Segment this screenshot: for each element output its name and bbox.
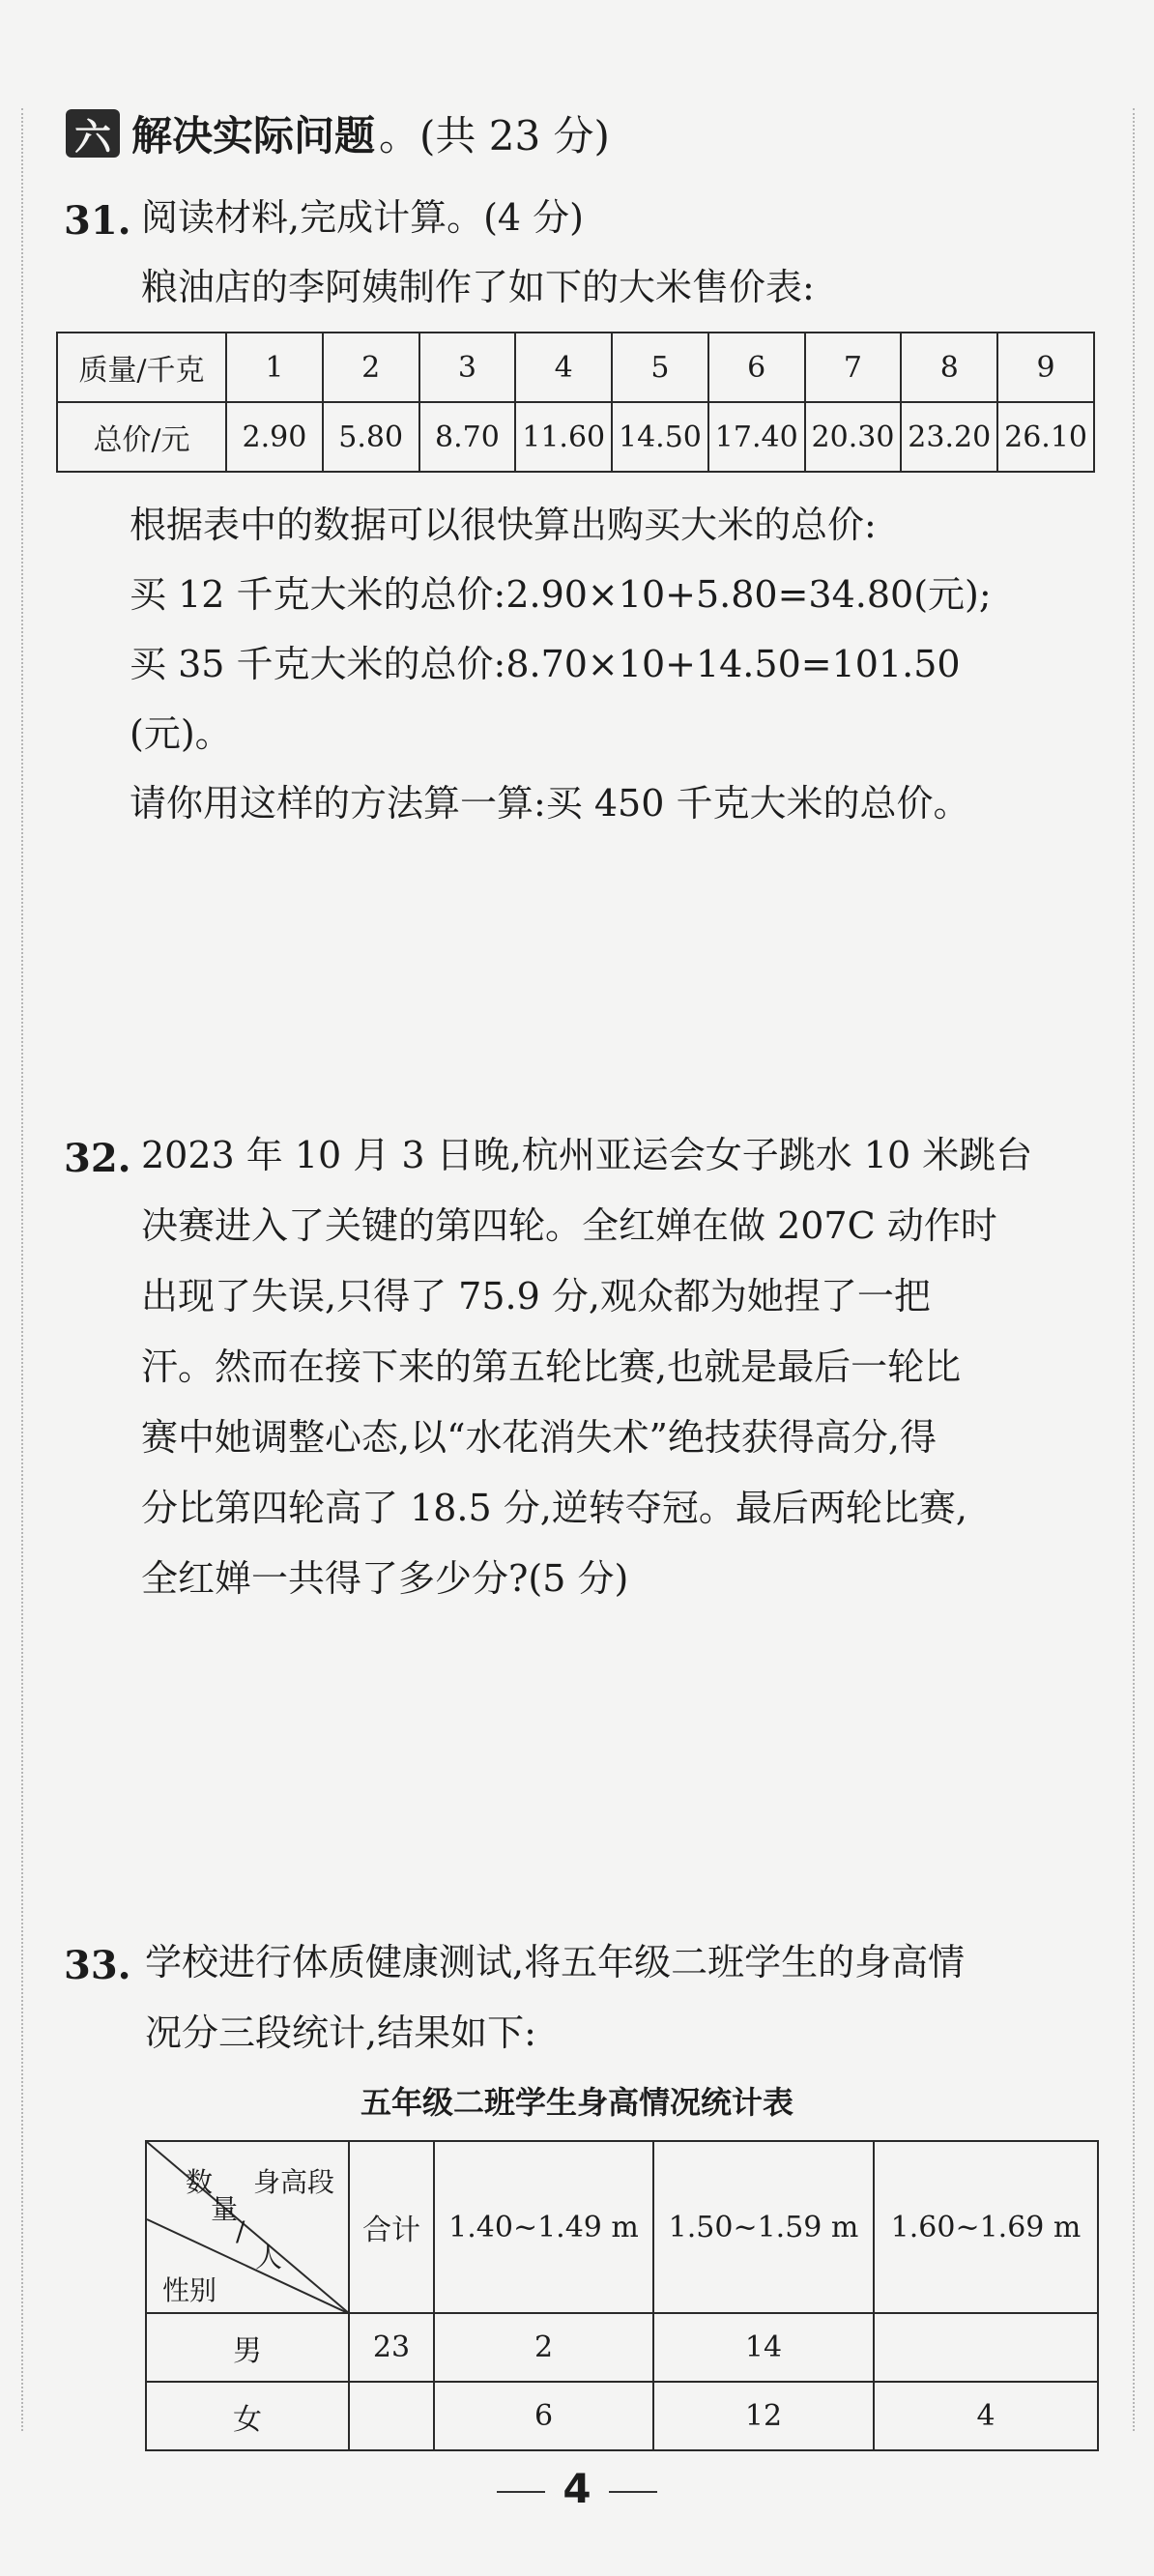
question-31-line: 根据表中的数据可以很快算出购买大米的总价: [130, 504, 877, 546]
table-cell: 8.70 [419, 402, 516, 472]
height-table-title: 五年级二班学生身高情况统计表 [360, 2084, 793, 2121]
table-cell: 7 [805, 333, 902, 402]
corner-label-quantity-1: 数 [186, 2166, 214, 2198]
question-32-line: 2023 年 10 月 3 日晚,杭州亚运会女子跳水 10 米跳台 [141, 1134, 1033, 1176]
question-31-line: 买 35 千克大米的总价:8.70×10+14.50=101.50 [130, 643, 961, 685]
question-31-prompt: 阅读材料,完成计算。(4 分) [141, 196, 584, 239]
column-header-range: 1.50~1.59 m [653, 2141, 874, 2313]
corner-label-height-range: 身高段 [253, 2166, 335, 2198]
column-header-range: 1.40~1.49 m [434, 2141, 653, 2313]
question-31-line: 买 12 千克大米的总价:2.90×10+5.80=34.80(元); [130, 573, 992, 616]
page-number: 4 [563, 2465, 591, 2512]
table-cell: 6 [708, 333, 805, 402]
column-header-range: 1.60~1.69 m [874, 2141, 1098, 2313]
table-cell: 4 [874, 2382, 1098, 2450]
table-cell: 5.80 [323, 402, 419, 472]
table-cell: 14 [653, 2313, 874, 2382]
rice-price-table [56, 332, 1095, 473]
table-cell: 12 [653, 2382, 874, 2450]
corner-label-gender: 性别 [162, 2274, 217, 2306]
question-33-line: 学校进行体质健康测试,将五年级二班学生的身高情 [145, 1941, 966, 1983]
section-header [66, 104, 610, 162]
height-statistics-table [145, 2140, 1099, 2451]
table-cell: 9 [997, 333, 1094, 402]
table-cell: 4 [515, 333, 612, 402]
footer-dash-left [497, 2491, 545, 2493]
table-row [57, 333, 1094, 402]
table-cell: 14.50 [612, 402, 708, 472]
column-header-total: 合计 [349, 2141, 434, 2313]
corner-label-slash: / [236, 2215, 245, 2247]
table-cell: 2 [434, 2313, 653, 2382]
table-cell: 2 [323, 333, 419, 402]
question-33-number: 33. [64, 1943, 131, 1988]
question-32-line: 全红婵一共得了多少分?(5 分) [141, 1557, 629, 1600]
table-cell [349, 2382, 434, 2450]
row-label-girls: 女 [146, 2382, 349, 2450]
table-cell [874, 2313, 1098, 2382]
weight-row-header: 质量/千克 [57, 333, 226, 402]
section-title: 解决实际问题 [131, 112, 376, 159]
table-cell: 2.90 [226, 402, 323, 472]
table-cell: 26.10 [997, 402, 1094, 472]
footer-dash-right [609, 2491, 657, 2493]
question-33-line: 况分三段统计,结果如下: [145, 2012, 536, 2054]
table-cell: 6 [434, 2382, 653, 2450]
table-cell: 20.30 [805, 402, 902, 472]
table-cell: 23 [349, 2313, 434, 2382]
section-score: 。(共 23 分) [379, 112, 610, 159]
table-cell: 5 [612, 333, 708, 402]
table-header-row [146, 2141, 1098, 2313]
table-cell: 3 [419, 333, 516, 402]
page-number-footer [0, 2465, 1154, 2512]
table-cell: 17.40 [708, 402, 805, 472]
table-row [57, 402, 1094, 472]
price-row-header: 总价/元 [57, 402, 226, 472]
table-row-boys [146, 2313, 1098, 2382]
table-row-girls [146, 2382, 1098, 2450]
question-32-line: 出现了失误,只得了 75.9 分,观众都为她捏了一把 [141, 1275, 931, 1317]
question-31-number: 31. [64, 198, 131, 244]
question-32-line: 汗。然而在接下来的第五轮比赛,也就是最后一轮比 [141, 1346, 962, 1388]
row-label-boys: 男 [146, 2313, 349, 2382]
question-31-line: (元)。 [130, 712, 232, 755]
section-badge: 六 [66, 109, 120, 158]
table-cell: 11.60 [515, 402, 612, 472]
corner-label-quantity-2: 量 [211, 2193, 239, 2225]
question-32-line: 赛中她调整心态,以“水花消失术”绝技获得高分,得 [141, 1416, 938, 1459]
question-31-intro: 粮油店的李阿姨制作了如下的大米售价表: [141, 266, 815, 308]
diagonal-header-cell [146, 2141, 349, 2313]
question-31-line: 请你用这样的方法算一算:买 450 千克大米的总价。 [130, 782, 970, 825]
table-cell: 23.20 [901, 402, 997, 472]
question-32-number: 32. [64, 1136, 131, 1181]
corner-label-person: 人 [255, 2242, 283, 2273]
question-32-line: 分比第四轮高了 18.5 分,逆转夺冠。最后两轮比赛, [141, 1487, 967, 1529]
table-cell: 1 [226, 333, 323, 402]
table-cell: 8 [901, 333, 997, 402]
question-32-line: 决赛进入了关键的第四轮。全红婵在做 207C 动作时 [141, 1204, 997, 1247]
